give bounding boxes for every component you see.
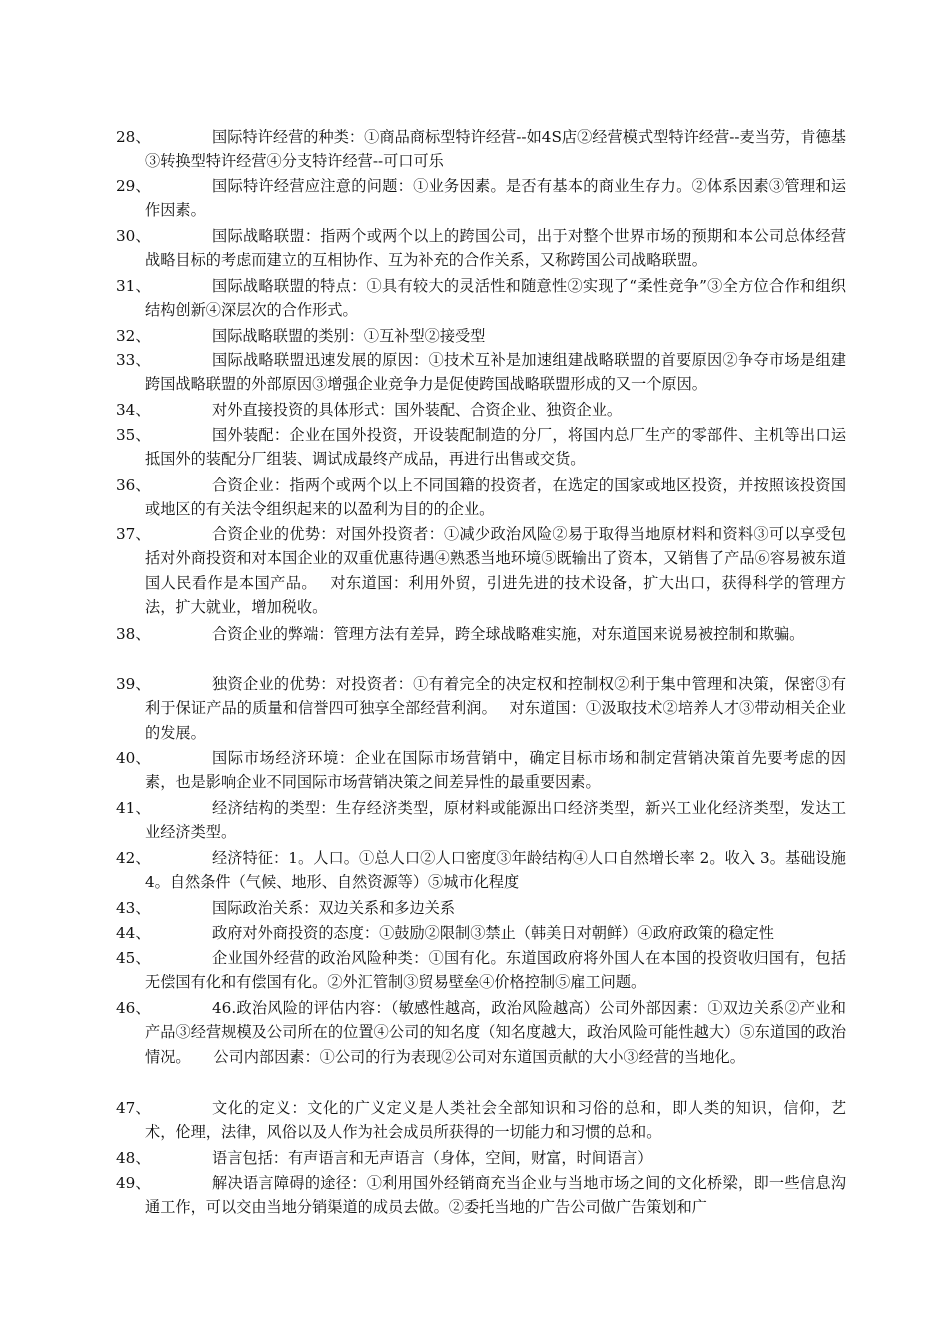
item-number: 32、 (116, 327, 151, 345)
item-number: 40、 (116, 749, 151, 767)
item-number: 33、 (116, 351, 151, 369)
list-item (116, 622, 846, 646)
item-number: 41、 (116, 799, 151, 817)
item-text: 国际政治关系：双边关系和多边关系 (212, 899, 455, 917)
item-text: 独资企业的优势：对投资者：①有着完全的决定权和控制权②利于集中管理和决策，保密③有利于保证产品的质量和信誉四可独享全部经营利润。 对东道国：①汲取技术②培养人才③带动相关企业的发展。 (145, 675, 846, 742)
item-text: 国际特许经营应注意的问题：①业务因素。是否有基本的商业生存力。②体系因素③管理和运作因素。 (145, 177, 846, 220)
list-item (116, 672, 846, 745)
item-number: 45、 (116, 949, 151, 967)
item-text: 合资企业的优势：对国外投资者：①减少政治风险②易于取得当地原材料和资料③可以享受包括对外商投资和对本国企业的双重优惠待遇④熟悉当地环境⑤既输出了资本，又销售了产品⑥容易被东道国人民看作是本国产品。 对东道国：利用外贸，引进先进的技术设备，扩大出口，获得科学的管理方法，扩大就业，增加税收。 (145, 525, 846, 617)
list-item (116, 274, 846, 323)
item-number: 39、 (116, 675, 151, 693)
item-text: 46.政治风险的评估内容：（敏感性越高，政治风险越高）公司外部因素：①双边关系②产业和产品③经营规模及公司所在的位置④公司的知名度（知名度越大，政治风险可能性越大）⑤东道国的政治情况。 公司内部因素：①公司的行为表现②公司对东道国贡献的大小③经营的当地化。 (145, 999, 846, 1066)
item-text: 国际战略联盟迅速发展的原因：①技术互补是加速组建战略联盟的首要原因②争夺市场是组建跨国战略联盟的外部原因③增强企业竞争力是促使跨国战略联盟形成的又一个原因。 (145, 351, 846, 394)
list-item (116, 324, 846, 348)
list-item (116, 423, 846, 472)
item-text: 国际战略联盟：指两个或两个以上的跨国公司，出于对整个世界市场的预期和本公司总体经营战略目标的考虑而建立的互相协作、互为补充的合作关系，又称跨国公司战略联盟。 (145, 227, 846, 270)
item-text: 经济特征：1。人口。①总人口②人口密度③年龄结构④人口自然增长率 2。收入 3。基础设施 4。自然条件（气候、地形、自然资源等）⑤城市化程度 (145, 849, 846, 892)
item-text: 合资企业的弊端：管理方法有差异，跨全球战略难实施，对东道国来说易被控制和欺骗。 (212, 625, 805, 643)
item-number: 44、 (116, 924, 151, 942)
list-item (116, 473, 846, 522)
list-item (116, 398, 846, 422)
item-number: 48、 (116, 1149, 151, 1167)
item-number: 35、 (116, 426, 151, 444)
list-item (116, 796, 846, 845)
item-text: 对外直接投资的具体形式：国外装配、合资企业、独资企业。 (212, 401, 623, 419)
list-item (116, 522, 846, 620)
list-item (116, 921, 846, 945)
list-item (116, 946, 846, 995)
item-text: 国际战略联盟的类别：①互补型②接受型 (212, 327, 486, 345)
list-item (116, 1146, 846, 1170)
list-item (116, 746, 846, 795)
item-text: 政府对外商投资的态度：①鼓励②限制③禁止（韩美日对朝鲜）④政府政策的稳定性 (212, 924, 774, 942)
item-number: 43、 (116, 899, 151, 917)
item-number: 49、 (116, 1174, 151, 1192)
item-number: 38、 (116, 625, 151, 643)
item-number: 30、 (116, 227, 151, 245)
item-text: 国际战略联盟的特点：①具有较大的灵活性和随意性②实现了“柔性竞争”③全方位合作和组织结构创新④深层次的合作形式。 (145, 277, 846, 320)
item-text: 经济结构的类型：生存经济类型，原材料或能源出口经济类型，新兴工业化经济类型，发达工业经济类型。 (145, 799, 846, 842)
list-item (116, 996, 846, 1069)
item-text: 国际市场经济环境：企业在国际市场营销中，确定目标市场和制定营销决策首先要考虑的因素，也是影响企业不同国际市场营销决策之间差异性的最重要因素。 (145, 749, 846, 792)
list-item (116, 1171, 846, 1220)
list-item (116, 1096, 846, 1145)
list-item (116, 348, 846, 397)
item-number: 29、 (116, 177, 151, 195)
item-number: 42、 (116, 849, 151, 867)
item-number: 37、 (116, 525, 151, 543)
list-item (116, 174, 846, 223)
item-number: 46、 (116, 999, 151, 1017)
item-number: 28、 (116, 128, 151, 146)
list-item (116, 224, 846, 273)
item-text: 解决语言障碍的途径：①利用国外经销商充当企业与当地市场之间的文化桥梁，即一些信息沟通工作，可以交由当地分销渠道的成员去做。②委托当地的广告公司做广告策划和广 (145, 1174, 846, 1217)
item-number: 47、 (116, 1099, 151, 1117)
item-text: 合资企业：指两个或两个以上不同国籍的投资者，在选定的国家或地区投资，并按照该投资国或地区的有关法令组织起来的以盈利为目的的企业。 (145, 476, 846, 519)
item-text: 国际特许经营的种类：①商品商标型特许经营--如4S店②经营模式型特许经营--麦当劳，肯德基③转换型特许经营④分支特许经营--可口可乐 (145, 128, 846, 171)
item-number: 31、 (116, 277, 151, 295)
item-number: 34、 (116, 401, 151, 419)
item-text: 企业国外经营的政治风险种类：①国有化。东道国政府将外国人在本国的投资收归国有，包括无偿国有化和有偿国有化。②外汇管制③贸易壁垒④价格控制⑤雇工问题。 (145, 949, 846, 992)
list-item (116, 125, 846, 174)
list-item (116, 846, 846, 895)
item-text: 文化的定义：文化的广义定义是人类社会全部知识和习俗的总和，即人类的知识，信仰，艺术，伦理，法律，风俗以及人作为社会成员所获得的一切能力和习惯的总和。 (145, 1099, 846, 1142)
item-number: 36、 (116, 476, 151, 494)
item-text: 国外装配：企业在国外投资，开设装配制造的分厂，将国内总厂生产的零部件、主机等出口运抵国外的装配分厂组装、调试成最终产成品，再进行出售或交货。 (145, 426, 846, 469)
item-text: 语言包括：有声语言和无声语言（身体，空间，财富，时间语言） (212, 1149, 653, 1167)
list-item (116, 896, 846, 920)
